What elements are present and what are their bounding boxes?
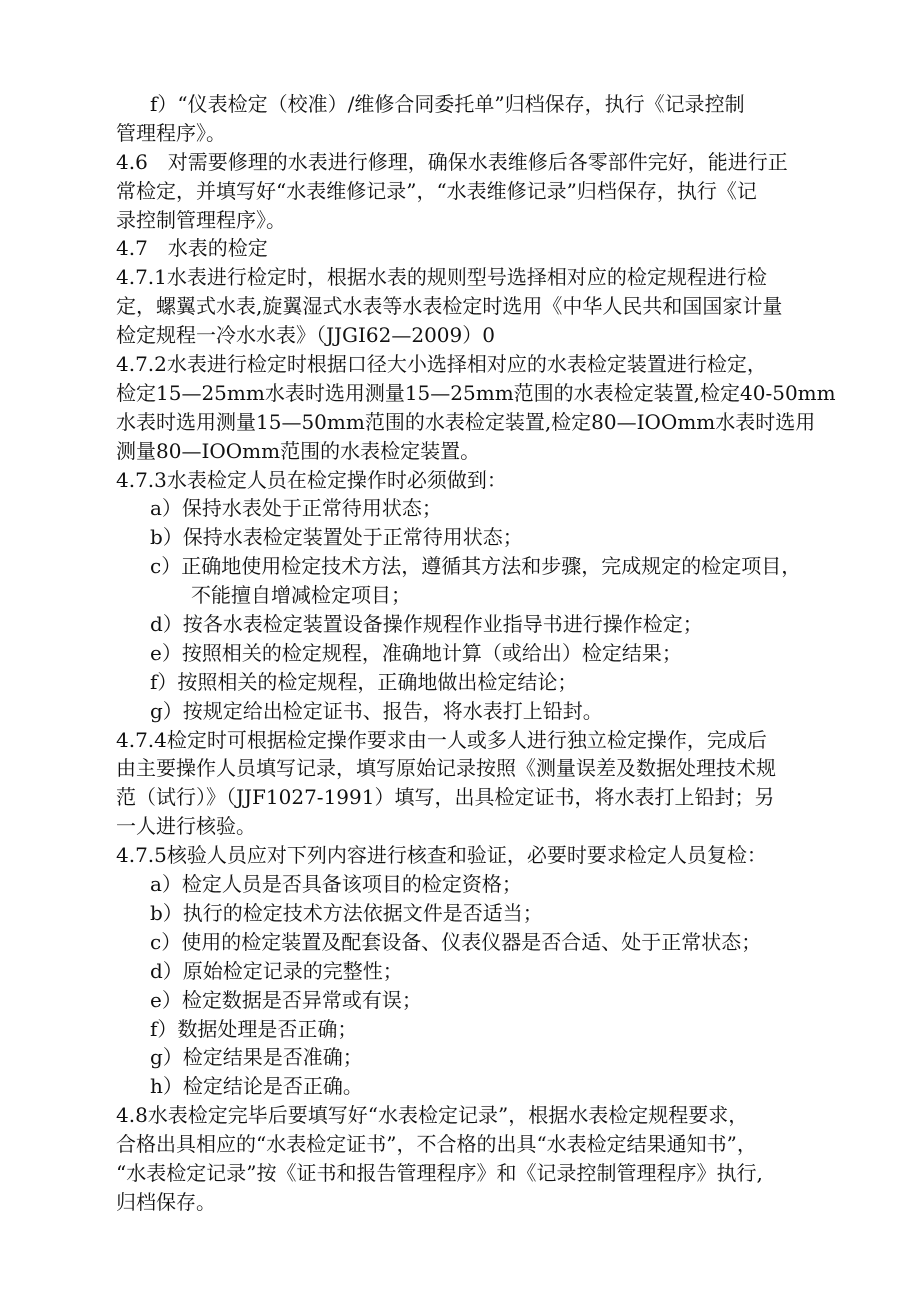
text-line: f）按照相关的检定规程，正确地做出检定结论； <box>150 669 578 694</box>
text-line: 不能擅自增减检定项目； <box>191 583 411 608</box>
text-line: e）检定数据是否异常或有误； <box>150 987 422 1012</box>
text-line: 范（试行）》（JJF1027-1991）填写，出具检定证书，将水表打上铅封；另 <box>116 785 775 810</box>
text-line: a）保持水表处于正常待用状态； <box>150 496 442 521</box>
text-line: 4.7.2水表进行检定时根据口径大小选择相对应的水表检定装置进行检定， <box>116 352 767 377</box>
text-line: f）“仪表检定（校准）/维修合同委托单”归档保存，执行《记录控制 <box>150 92 745 116</box>
text-line: 合格出具相应的“水表检定证书”，不合格的出具“水表检定结果通知书”， <box>116 1132 757 1157</box>
text-line: d）按各水表检定装置设备操作规程作业指导书进行操作检定； <box>150 612 703 637</box>
text-line: h）检定结论是否正确。 <box>150 1074 363 1099</box>
text-line: 4.8水表检定完毕后要填写好“水表检定记录”，根据水表检定规程要求， <box>116 1103 749 1128</box>
text-line: 4.7.1水表进行检定时，根据水表的规则型号选择相对应的检定规程进行检 <box>116 265 767 290</box>
text-line: 录控制管理程序》。 <box>116 207 286 232</box>
text-line: 4.7.5核验人员应对下列内容进行核查和验证，必要时要求检定人员复检： <box>116 843 767 868</box>
text-line: f）数据处理是否正确； <box>150 1016 358 1041</box>
text-line: g）检定结果是否准确； <box>150 1045 363 1070</box>
text-line: 4.7 水表的检定 <box>116 236 268 261</box>
text-line: b）保持水表检定装置处于正常待用状态； <box>150 525 523 550</box>
text-line: 检定规程一冷水水表》（JJGI62—2009）0 <box>116 323 495 348</box>
text-line: e）按照相关的检定规程，准确地计算（或给出）检定结果； <box>150 640 682 665</box>
text-line: b）执行的检定技术方法依据文件是否适当； <box>150 900 543 925</box>
text-line: 水表时选用测量15—50mm范围的水表检定装置,检定80—IOOmm水表时选用 <box>116 409 816 434</box>
text-line: “水表检定记录”按《证书和报告管理程序》和《记录控制管理程序》执行, <box>116 1160 763 1185</box>
text-line: 一人进行核验。 <box>116 814 256 839</box>
text-line: d）原始检定记录的完整性； <box>150 958 403 983</box>
text-line: 管理程序》。 <box>116 120 226 145</box>
text-line: 由主要操作人员填写记录，填写原始记录按照《测量误差及数据处理技术规 <box>116 756 776 781</box>
text-line: 4.7.4检定时可根据检定操作要求由一人或多人进行独立检定操作，完成后 <box>116 727 767 752</box>
text-line: a）检定人员是否具备该项目的检定资格； <box>150 872 522 897</box>
text-line: g）按规定给出检定证书、报告，将水表打上铅封。 <box>150 698 603 723</box>
text-line: 常检定，并填写好“水表维修记录”，“水表维修记录”归档保存，执行《记 <box>116 178 757 203</box>
text-line: 归档保存。 <box>116 1189 216 1214</box>
text-line: 4.7.3水表检定人员在检定操作时必须做到： <box>116 467 507 492</box>
text-line: 测量80—IOOmm范围的水表检定装置。 <box>116 438 481 463</box>
document-body <box>116 90 836 1217</box>
text-line: 检定15—25mm水表时选用测量15—25mm范围的水表检定装置,检定40-50mm <box>116 380 836 405</box>
text-line: 定，螺翼式水表,旋翼湿式水表等水表检定时选用《中华人民共和国国家计量 <box>116 294 783 319</box>
text-line: c）使用的检定装置及配套设备、仪表仪器是否合适、处于正常状态； <box>150 929 762 954</box>
text-line: 4.6 对需要修理的水表进行修理，确保水表维修后各零部件完好，能进行正 <box>116 149 788 174</box>
text-line: c）正确地使用检定技术方法，遵循其方法和步骤，完成规定的检定项目， <box>150 554 802 579</box>
